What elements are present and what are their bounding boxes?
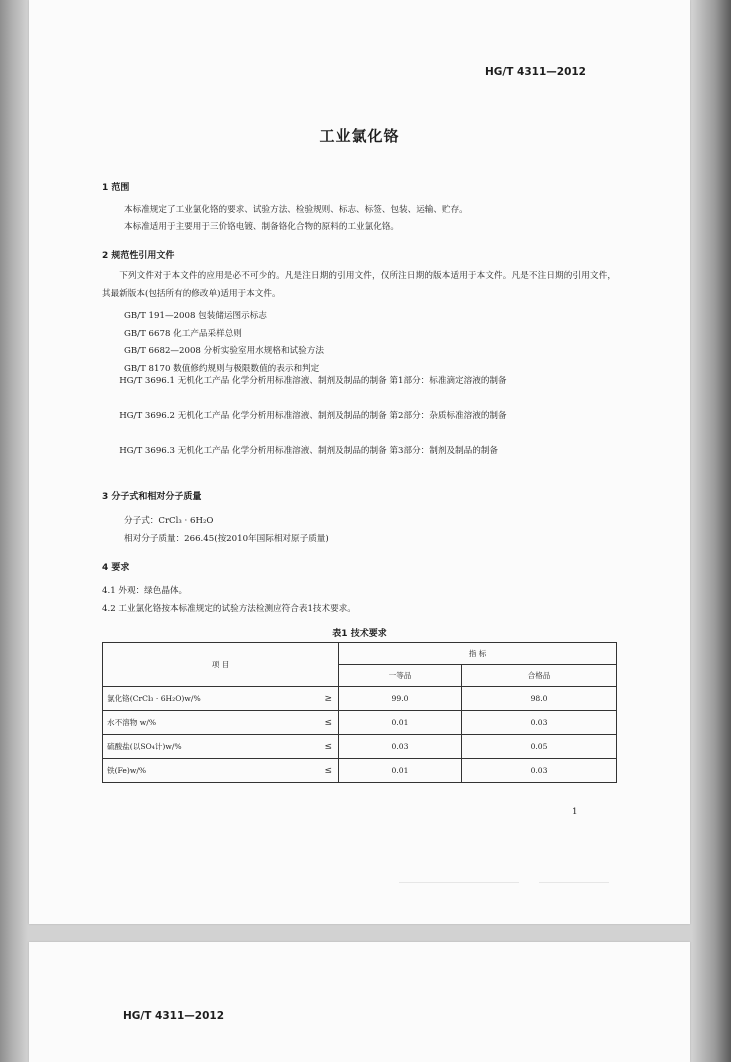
section-4-heading: 4 要求 — [102, 563, 130, 573]
row-comparator: ≤ — [309, 735, 339, 759]
table-row — [103, 711, 617, 735]
header-item: 项 目 — [103, 643, 339, 687]
section-3-heading: 3 分子式和相对分子质量 — [102, 492, 202, 502]
row-first-value: 0.01 — [339, 759, 462, 783]
table-caption: 表1 技术要求 — [332, 629, 387, 639]
reference-item: GB/T 191—2008 包装储运图示标志 — [124, 311, 267, 321]
section-1-paragraph: 本标准适用于主要用于三价铬电镀、制备铬化合物的原料的工业氯化铬。 — [124, 222, 400, 232]
header-index: 指 标 — [339, 643, 617, 665]
technical-requirements-table — [102, 642, 617, 783]
section-2-intro: 下列文件对于本文件的应用是必不可少的。凡是注日期的引用文件，仅所注日期的版本适用于本文件。凡是不注日期的引用文件，其最新版本(包括所有的修改单)适用于本文件。 — [102, 271, 616, 299]
header-grade-qualified: 合格品 — [462, 665, 617, 687]
row-comparator: ≤ — [309, 711, 339, 735]
row-qualified-value: 0.05 — [462, 735, 617, 759]
table-row — [103, 759, 617, 783]
reference-item: HG/T 3696.2 无机化工产品 化学分析用标准溶液、制剂及制品的制备 第2部分：杂质标准溶液的制备 — [119, 411, 507, 421]
reference-item: GB/T 8170 数值修约规则与极限数值的表示和判定 — [124, 364, 320, 374]
molecular-formula: 分子式：CrCl₃ · 6H₂O — [124, 516, 214, 526]
document-page-2 — [29, 942, 690, 1062]
requirement-item: 4.1 外观：绿色晶体。 — [102, 586, 188, 596]
reference-item: GB/T 6678 化工产品采样总则 — [124, 329, 242, 339]
section-1-heading: 1 范围 — [102, 183, 130, 193]
row-first-value: 99.0 — [339, 687, 462, 711]
header-grade-first: 一等品 — [339, 665, 462, 687]
section-2-heading: 2 规范性引用文件 — [102, 251, 175, 261]
requirement-item: 4.2 工业氯化铬按本标准规定的试验方法检测应符合表1技术要求。 — [102, 604, 356, 614]
row-name: 水不溶物 w/% — [103, 711, 309, 735]
document-page-1 — [29, 0, 690, 924]
row-qualified-value: 98.0 — [462, 687, 617, 711]
scan-artifact-line — [399, 882, 519, 883]
table-row — [103, 735, 617, 759]
relative-molecular-mass: 相对分子质量：266.45(按2010年国际相对原子质量) — [124, 534, 329, 544]
row-comparator: ≥ — [309, 687, 339, 711]
scan-artifact-line — [539, 882, 609, 883]
row-name: 硫酸盐(以SO₄计)w/% — [103, 735, 309, 759]
reference-item: HG/T 3696.3 无机化工产品 化学分析用标准溶液、制剂及制品的制备 第3部分：制剂及制品的制备 — [119, 446, 499, 456]
standard-code-header: HG/T 4311—2012 — [484, 66, 586, 78]
reference-item: GB/T 6682—2008 分析实验室用水规格和试验方法 — [124, 346, 324, 356]
reference-item: HG/T 3696.1 无机化工产品 化学分析用标准溶液、制剂及制品的制备 第1部分：标准滴定溶液的制备 — [119, 376, 507, 386]
row-comparator: ≤ — [309, 759, 339, 783]
table-row — [103, 687, 617, 711]
row-qualified-value: 0.03 — [462, 759, 617, 783]
standard-code-header: HG/T 4311—2012 — [123, 1010, 225, 1022]
row-first-value: 0.01 — [339, 711, 462, 735]
document-title: 工业氯化铬 — [319, 127, 400, 145]
section-1-paragraph: 本标准规定了工业氯化铬的要求、试验方法、检验规则、标志、标签、包装、运输、贮存。 — [124, 205, 468, 215]
row-qualified-value: 0.03 — [462, 711, 617, 735]
row-first-value: 0.03 — [339, 735, 462, 759]
row-name: 铁(Fe)w/% — [103, 759, 309, 783]
page-number: 1 — [572, 807, 578, 817]
row-name: 氯化铬(CrCl₃ · 6H₂O)w/% — [103, 687, 309, 711]
